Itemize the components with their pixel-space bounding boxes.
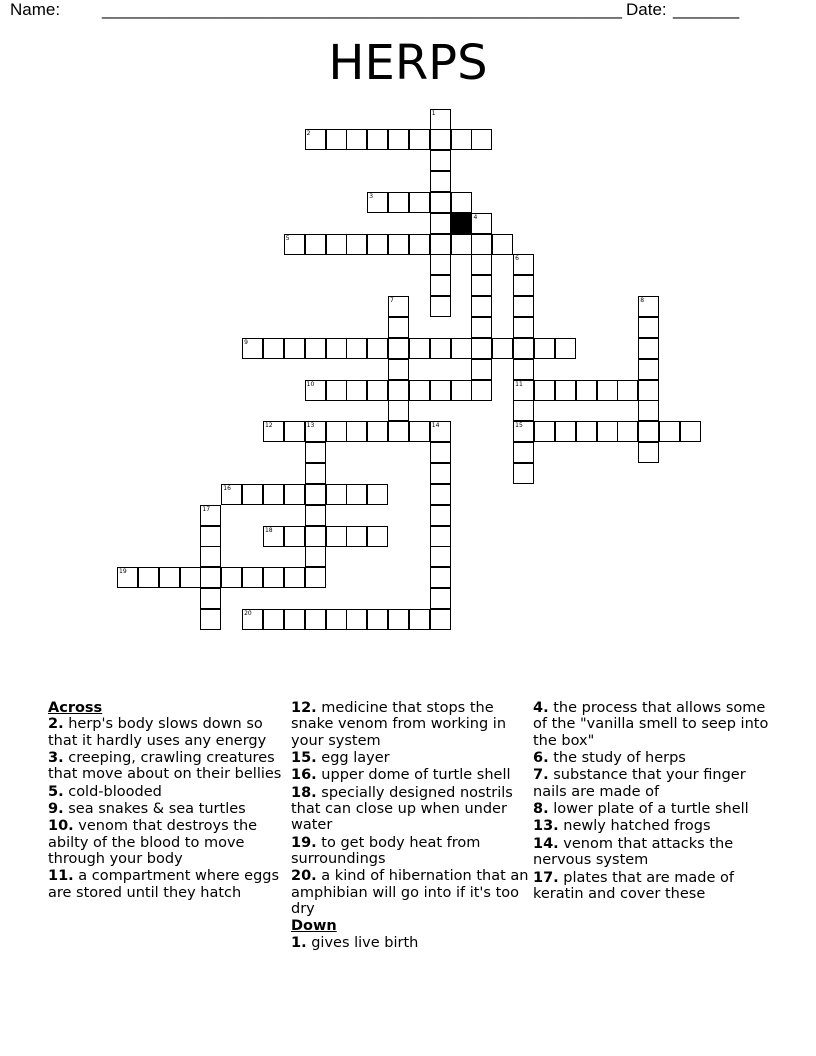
grid-cell[interactable]: [346, 609, 367, 630]
grid-cell[interactable]: [346, 421, 367, 442]
clue-across-3: 3. creeping, crawling creatures that move about on their bellies: [48, 749, 282, 783]
grid-cell[interactable]: [451, 338, 472, 359]
grid-cell[interactable]: [200, 546, 221, 567]
grid-cell[interactable]: [638, 400, 659, 421]
grid-cell[interactable]: [430, 296, 451, 317]
grid-cell[interactable]: [388, 317, 409, 338]
grid-cell[interactable]: [388, 192, 409, 213]
grid-cell[interactable]: [471, 129, 492, 150]
clue-number: 13: [306, 422, 315, 430]
grid-cell[interactable]: [534, 338, 555, 359]
grid-cell[interactable]: [617, 380, 638, 401]
clue-across-10: 10. venom that destroys the abilty of the blood to move through your body: [48, 818, 258, 868]
clue-number: 17: [202, 505, 211, 513]
clue-number: 2: [306, 130, 311, 138]
clue-down-17: 17. plates that are made of keratin and cover these: [533, 869, 735, 902]
grid-cell[interactable]: [388, 338, 409, 359]
clue-down-8: 8. lower plate of a turtle shell: [533, 801, 749, 818]
grid-cell[interactable]: [346, 129, 367, 150]
grid-cell[interactable]: [471, 275, 492, 296]
grid-cell[interactable]: [638, 380, 659, 401]
grid-cell[interactable]: [451, 234, 472, 255]
clue-number: 12: [264, 422, 273, 430]
grid-cell[interactable]: [597, 380, 618, 401]
puzzle-title: HERPS: [328, 35, 488, 91]
date-label: Date:: [626, 0, 667, 19]
grid-cell[interactable]: [180, 567, 201, 588]
clue-across-11: 11. a compartment where eggs are stored until they hatch: [48, 868, 280, 901]
clue-number: 5: [285, 234, 290, 242]
clues-column-3: [533, 700, 771, 903]
grid-cell[interactable]: [430, 275, 451, 296]
grid-cell[interactable]: [555, 380, 576, 401]
grid-cell[interactable]: [513, 275, 534, 296]
grid-cell[interactable]: [200, 567, 221, 588]
grid-cell[interactable]: [388, 359, 409, 380]
grid-cell[interactable]: [513, 296, 534, 317]
clue-across-16: 16. upper dome of turtle shell: [291, 767, 511, 784]
clue-across-19: 19. to get body heat from surroundings: [291, 834, 481, 868]
grid-cell[interactable]: [326, 484, 347, 505]
grid-cell[interactable]: [430, 380, 451, 401]
grid-cell[interactable]: [326, 421, 347, 442]
grid-cell[interactable]: [305, 505, 326, 526]
grid-cell[interactable]: [471, 359, 492, 380]
grid-cell[interactable]: [471, 254, 492, 275]
clues-column-1: [48, 700, 286, 902]
grid-cell[interactable]: [367, 338, 388, 359]
clue-across-9: 9. sea snakes & sea turtles: [48, 801, 246, 818]
grid-cell[interactable]: [430, 442, 451, 463]
grid-cell[interactable]: [451, 129, 472, 150]
grid-cell[interactable]: [346, 484, 367, 505]
grid-cell[interactable]: [430, 192, 451, 213]
grid-cell[interactable]: [471, 296, 492, 317]
clue-number: 16: [223, 484, 231, 492]
grid-cell[interactable]: [263, 484, 284, 505]
grid-cell[interactable]: [451, 380, 472, 401]
grid-cell[interactable]: [221, 567, 242, 588]
clue-number: 7: [390, 297, 394, 305]
grid-cell[interactable]: [409, 234, 430, 255]
grid-cell[interactable]: [367, 421, 388, 442]
grid-cell[interactable]: [367, 484, 388, 505]
clue-number: 3: [369, 192, 374, 200]
grid-cell[interactable]: [430, 588, 451, 609]
grid-cell[interactable]: [513, 338, 534, 359]
date-field[interactable]: _______: [673, 0, 740, 19]
grid-cell[interactable]: [326, 338, 347, 359]
clue-across-20: 20. a kind of hibernation that an amphibian will go into if it's too dry: [291, 868, 529, 918]
grid-cell[interactable]: [367, 380, 388, 401]
clues-column-2: [291, 700, 529, 952]
grid-cell[interactable]: [409, 338, 430, 359]
clue-number: 11: [515, 380, 523, 388]
grid-cell[interactable]: [346, 380, 367, 401]
grid-cell[interactable]: [471, 338, 492, 359]
grid-cell[interactable]: [367, 526, 388, 547]
grid-cell[interactable]: [284, 609, 305, 630]
grid-cell[interactable]: [430, 254, 451, 275]
grid-cell[interactable]: [430, 505, 451, 526]
grid-cell[interactable]: [638, 421, 659, 442]
grid-cell[interactable]: [305, 463, 326, 484]
grid-cell[interactable]: [305, 338, 326, 359]
clue-down-1: 1. gives live birth: [291, 934, 419, 951]
grid-cell[interactable]: [388, 421, 409, 442]
grid-cell[interactable]: [263, 567, 284, 588]
grid-cell[interactable]: [242, 567, 263, 588]
clue-number: 10: [306, 380, 315, 388]
grid-cell[interactable]: [409, 421, 430, 442]
grid-cell[interactable]: [471, 317, 492, 338]
grid-cell[interactable]: [200, 526, 221, 547]
grid-cell[interactable]: [534, 421, 555, 442]
grid-cell[interactable]: [513, 359, 534, 380]
clue-number: 14: [431, 422, 440, 430]
grid-cell[interactable]: [534, 380, 555, 401]
grid-cell[interactable]: [159, 567, 180, 588]
grid-cell[interactable]: [200, 609, 221, 630]
grid-cell[interactable]: [263, 609, 284, 630]
grid-cell[interactable]: [430, 484, 451, 505]
grid-cell[interactable]: [305, 526, 326, 547]
grid-cell[interactable]: [451, 192, 472, 213]
grid-cell[interactable]: [367, 234, 388, 255]
grid-cell[interactable]: [430, 338, 451, 359]
across-heading: Across: [48, 700, 103, 716]
grid-cell[interactable]: [305, 484, 326, 505]
grid-cell[interactable]: [305, 234, 326, 255]
grid-cell[interactable]: [576, 421, 597, 442]
grid-cell[interactable]: [388, 609, 409, 630]
grid-cell[interactable]: [409, 192, 430, 213]
grid-cell[interactable]: [284, 567, 305, 588]
clue-number: 6: [515, 255, 519, 263]
grid-cell[interactable]: [284, 526, 305, 547]
grid-cell[interactable]: [430, 213, 451, 234]
grid-cell[interactable]: [430, 150, 451, 171]
name-label: Name:: [10, 0, 61, 19]
grid-cell[interactable]: [138, 567, 159, 588]
grid-cell[interactable]: [555, 421, 576, 442]
grid-cell[interactable]: [555, 338, 576, 359]
grid-cell[interactable]: [638, 359, 659, 380]
grid-cell[interactable]: [388, 129, 409, 150]
grid-cell[interactable]: [430, 463, 451, 484]
grid-cell[interactable]: [430, 234, 451, 255]
clue-across-15: 15. egg layer: [291, 749, 390, 766]
name-field[interactable]: _______________________________________________________: [102, 0, 623, 19]
grid-cell[interactable]: [284, 338, 305, 359]
grid-cell[interactable]: [430, 526, 451, 547]
grid-cell[interactable]: [346, 234, 367, 255]
grid-cell[interactable]: [638, 317, 659, 338]
grid-cell[interactable]: [430, 129, 451, 150]
clue-across-18: 18. specially designed nostrils that can close up when under water: [291, 784, 513, 834]
clue-down-13: 13. newly hatched frogs: [533, 818, 711, 835]
blocked-cell: [451, 213, 472, 234]
clue-down-7: 7. substance that your finger nails are made of: [533, 767, 746, 800]
clue-across-12: 12. medicine that stops the snake venom from working in your system: [291, 700, 507, 749]
grid-cell[interactable]: [388, 400, 409, 421]
grid-cell[interactable]: [638, 338, 659, 359]
clue-across-5: 5. cold-blooded: [48, 783, 162, 800]
grid-cell[interactable]: [430, 546, 451, 567]
clue-number: 19: [119, 568, 127, 576]
clue-number: 18: [264, 526, 273, 534]
clue-across-2: 2. herp's body slows down so that it hardly uses any energy: [48, 716, 267, 749]
grid-cell[interactable]: [346, 338, 367, 359]
grid-cell[interactable]: [305, 609, 326, 630]
grid-cell[interactable]: [430, 567, 451, 588]
grid-cell[interactable]: [242, 484, 263, 505]
grid-cell[interactable]: [638, 442, 659, 463]
grid-cell[interactable]: [409, 129, 430, 150]
clue-number: 20: [244, 609, 252, 617]
grid-cell[interactable]: [367, 609, 388, 630]
grid-cell[interactable]: [388, 234, 409, 255]
grid-cell[interactable]: [305, 442, 326, 463]
grid-cell[interactable]: [305, 546, 326, 567]
grid-cell[interactable]: [576, 380, 597, 401]
grid-cell[interactable]: [492, 234, 513, 255]
grid-cell[interactable]: [326, 234, 347, 255]
grid-cell[interactable]: [680, 421, 701, 442]
grid-cell[interactable]: [513, 442, 534, 463]
clue-down-6: 6. the study of herps: [533, 749, 686, 766]
grid-cell[interactable]: [513, 400, 534, 421]
clue-down-4: 4. the process that allows some of the "vanilla smell to seep into the box": [533, 700, 769, 749]
grid-cell[interactable]: [513, 317, 534, 338]
grid-cell[interactable]: [492, 338, 513, 359]
grid-cell[interactable]: [367, 129, 388, 150]
grid-cell[interactable]: [284, 421, 305, 442]
grid-cell[interactable]: [326, 609, 347, 630]
grid-cell[interactable]: [617, 421, 638, 442]
grid-cell[interactable]: [326, 380, 347, 401]
grid-cell[interactable]: [597, 421, 618, 442]
grid-cell[interactable]: [409, 609, 430, 630]
grid-cell[interactable]: [284, 484, 305, 505]
grid-cell[interactable]: [326, 526, 347, 547]
grid-cell[interactable]: [513, 463, 534, 484]
grid-cell[interactable]: [409, 380, 430, 401]
grid-cell[interactable]: [200, 588, 221, 609]
clue-number: 9: [244, 338, 248, 346]
grid-cell[interactable]: [659, 421, 680, 442]
grid-cell[interactable]: [471, 234, 492, 255]
clue-number: 1: [431, 109, 436, 117]
grid-cell[interactable]: [346, 526, 367, 547]
clue-down-14: 14. venom that attacks the nervous system: [533, 835, 734, 869]
clue-number: 4: [473, 213, 478, 221]
grid-cell[interactable]: [263, 338, 284, 359]
down-heading: Down: [291, 918, 337, 935]
clue-number: 15: [515, 422, 523, 430]
clue-number: 8: [640, 297, 645, 305]
grid-cell[interactable]: [326, 129, 347, 150]
grid-cell[interactable]: [430, 171, 451, 192]
grid-cell[interactable]: [388, 380, 409, 401]
grid-cell[interactable]: [305, 567, 326, 588]
grid-cell[interactable]: [471, 380, 492, 401]
grid-cell[interactable]: [430, 609, 451, 630]
